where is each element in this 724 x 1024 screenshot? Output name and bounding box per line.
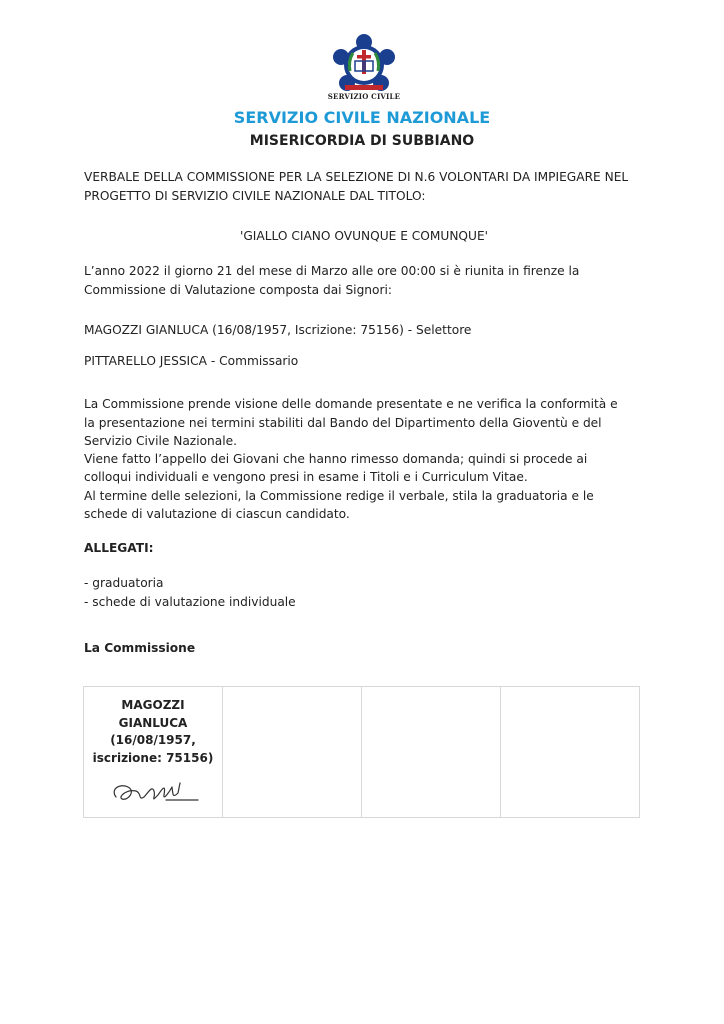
handwritten-signature-icon <box>106 777 202 807</box>
signature-cell <box>501 687 639 817</box>
body-line: Servizio Civile Nazionale. <box>84 434 237 448</box>
attachment-item: - schede di valutazione individuale <box>84 595 296 609</box>
document-subtitle: MISERICORDIA DI SUBBIANO <box>249 133 475 149</box>
attachments-heading: ALLEGATI: <box>84 541 154 555</box>
commission-heading: La Commissione <box>84 641 196 655</box>
logo-caption: SERVIZIO CIVILE <box>327 92 401 101</box>
member-line: PITTARELLO JESSICA - Commissario <box>84 354 299 368</box>
member-line: MAGOZZI GIANLUCA (16/08/1957, Iscrizione: 75156) - Selettore <box>84 323 472 337</box>
intro-line-1: VERBALE DELLA COMMISSIONE PER LA SELEZIONE DI N.6 VOLONTARI DA IMPIEGARE NEL <box>84 170 629 184</box>
meeting-line-2: Commissione di Valutazione composta dai Signori: <box>84 283 392 297</box>
signature-cell <box>362 687 501 817</box>
project-title: 'GIALLO CIANO OVUNQUE E COMUNQUE' <box>240 229 488 243</box>
attachment-item: - graduatoria <box>84 576 164 590</box>
body-line: schede di valutazione di ciascun candidato. <box>84 507 350 521</box>
document-title: SERVIZIO CIVILE NAZIONALE <box>233 108 491 127</box>
signature-cell <box>223 687 362 817</box>
body-line: La Commissione prende visione delle domande presentate e ne verifica la conformità e <box>84 397 618 411</box>
signature-table <box>83 686 640 818</box>
signer-name: MAGOZZI GIANLUCA (16/08/1957, iscrizione: 75156) <box>92 698 214 765</box>
body-line: la presentazione nei termini stabiliti dal Bando del Dipartimento della Gioventù e del <box>84 416 602 430</box>
meeting-line-1: L’anno 2022 il giorno 21 del mese di Marzo alle ore 00:00 si è riunita in firenze la <box>84 264 580 278</box>
body-line: Viene fatto l’appello dei Giovani che hanno rimesso domanda; quindi si procede ai <box>84 452 588 466</box>
signature-cell <box>84 687 223 817</box>
body-line: colloqui individuali e vengono presi in esame i Titoli e i Curriculum Vitae. <box>84 470 528 484</box>
body-line: Al termine delle selezioni, la Commissione redige il verbale, stila la graduatoria e le <box>84 489 594 503</box>
intro-line-2: PROGETTO DI SERVIZIO CIVILE NAZIONALE DAL TITOLO: <box>84 189 426 203</box>
